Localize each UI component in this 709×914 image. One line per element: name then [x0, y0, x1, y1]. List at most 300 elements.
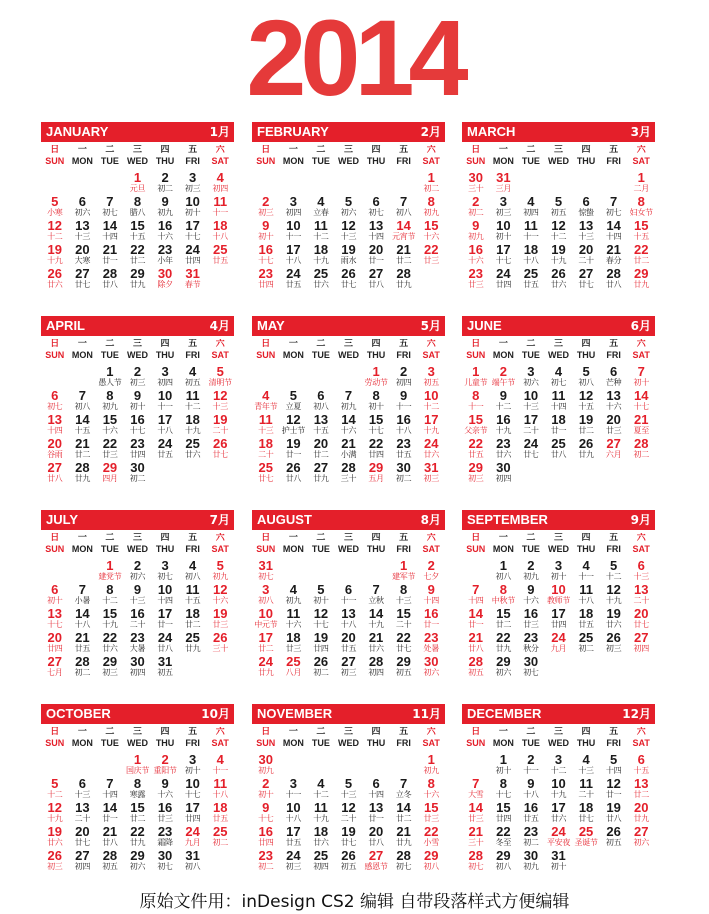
day-cell[interactable]	[627, 219, 655, 243]
day-cell[interactable]	[627, 365, 655, 389]
day-cell[interactable]	[69, 583, 97, 607]
day-cell[interactable]	[179, 437, 207, 461]
day-cell[interactable]	[417, 825, 445, 849]
day-cell[interactable]	[151, 413, 179, 437]
day-cell[interactable]	[69, 171, 97, 195]
day-cell[interactable]	[362, 607, 390, 631]
day-cell[interactable]	[96, 461, 124, 485]
day-cell[interactable]	[572, 777, 600, 801]
day-cell[interactable]	[307, 825, 335, 849]
day-cell[interactable]	[545, 413, 573, 437]
day-cell[interactable]	[179, 825, 207, 849]
day-cell[interactable]	[517, 195, 545, 219]
day-cell[interactable]	[124, 171, 152, 195]
day-cell[interactable]	[252, 559, 280, 583]
day-cell[interactable]	[490, 195, 518, 219]
day-cell[interactable]	[335, 219, 363, 243]
day-cell[interactable]	[252, 437, 280, 461]
day-cell[interactable]	[41, 849, 69, 873]
day-cell[interactable]	[252, 461, 280, 485]
day-cell[interactable]	[490, 389, 518, 413]
day-cell[interactable]	[517, 655, 545, 679]
day-cell[interactable]	[335, 413, 363, 437]
day-cell[interactable]	[390, 849, 418, 873]
day-cell[interactable]	[490, 171, 518, 195]
day-cell[interactable]	[417, 777, 445, 801]
day-cell[interactable]	[600, 171, 628, 195]
day-cell[interactable]	[96, 559, 124, 583]
day-cell[interactable]	[179, 753, 207, 777]
day-cell[interactable]	[280, 753, 308, 777]
day-cell[interactable]	[179, 655, 207, 679]
day-cell[interactable]	[206, 243, 234, 267]
day-cell[interactable]	[572, 195, 600, 219]
day-cell[interactable]	[362, 631, 390, 655]
day-cell[interactable]	[69, 607, 97, 631]
day-cell[interactable]	[462, 559, 490, 583]
day-cell[interactable]	[206, 607, 234, 631]
day-cell[interactable]	[462, 195, 490, 219]
day-cell[interactable]	[69, 631, 97, 655]
day-cell[interactable]	[124, 243, 152, 267]
day-cell[interactable]	[600, 267, 628, 291]
day-cell[interactable]	[96, 267, 124, 291]
day-cell[interactable]	[41, 437, 69, 461]
day-cell[interactable]	[390, 559, 418, 583]
day-cell[interactable]	[462, 583, 490, 607]
day-cell[interactable]	[390, 437, 418, 461]
day-cell[interactable]	[627, 583, 655, 607]
day-cell[interactable]	[252, 631, 280, 655]
day-cell[interactable]	[517, 607, 545, 631]
day-cell[interactable]	[307, 267, 335, 291]
day-cell[interactable]	[307, 849, 335, 873]
day-cell[interactable]	[124, 849, 152, 873]
day-cell[interactable]	[600, 559, 628, 583]
day-cell[interactable]	[307, 171, 335, 195]
day-cell[interactable]	[307, 631, 335, 655]
day-cell[interactable]	[252, 365, 280, 389]
day-cell[interactable]	[96, 631, 124, 655]
day-cell[interactable]	[124, 631, 152, 655]
day-cell[interactable]	[69, 801, 97, 825]
day-cell[interactable]	[572, 243, 600, 267]
day-cell[interactable]	[206, 801, 234, 825]
day-cell[interactable]	[280, 195, 308, 219]
day-cell[interactable]	[252, 655, 280, 679]
day-cell[interactable]	[280, 583, 308, 607]
day-cell[interactable]	[390, 631, 418, 655]
day-cell[interactable]	[462, 631, 490, 655]
day-cell[interactable]	[206, 171, 234, 195]
day-cell[interactable]	[490, 849, 518, 873]
day-cell[interactable]	[69, 389, 97, 413]
day-cell[interactable]	[96, 801, 124, 825]
day-cell[interactable]	[390, 219, 418, 243]
day-cell[interactable]	[490, 461, 518, 485]
day-cell[interactable]	[627, 267, 655, 291]
day-cell[interactable]	[545, 825, 573, 849]
day-cell[interactable]	[390, 655, 418, 679]
day-cell[interactable]	[362, 849, 390, 873]
day-cell[interactable]	[517, 801, 545, 825]
day-cell[interactable]	[572, 437, 600, 461]
day-cell[interactable]	[151, 801, 179, 825]
day-cell[interactable]	[96, 389, 124, 413]
day-cell[interactable]	[390, 413, 418, 437]
day-cell[interactable]	[206, 655, 234, 679]
day-cell[interactable]	[517, 365, 545, 389]
day-cell[interactable]	[335, 559, 363, 583]
day-cell[interactable]	[41, 607, 69, 631]
day-cell[interactable]	[600, 655, 628, 679]
day-cell[interactable]	[179, 413, 207, 437]
day-cell[interactable]	[545, 461, 573, 485]
day-cell[interactable]	[545, 777, 573, 801]
day-cell[interactable]	[206, 365, 234, 389]
day-cell[interactable]	[462, 607, 490, 631]
day-cell[interactable]	[517, 219, 545, 243]
day-cell[interactable]	[362, 437, 390, 461]
day-cell[interactable]	[490, 631, 518, 655]
day-cell[interactable]	[572, 267, 600, 291]
day-cell[interactable]	[462, 365, 490, 389]
day-cell[interactable]	[179, 267, 207, 291]
day-cell[interactable]	[69, 753, 97, 777]
day-cell[interactable]	[96, 583, 124, 607]
day-cell[interactable]	[417, 607, 445, 631]
day-cell[interactable]	[41, 825, 69, 849]
day-cell[interactable]	[335, 389, 363, 413]
day-cell[interactable]	[69, 195, 97, 219]
day-cell[interactable]	[280, 559, 308, 583]
day-cell[interactable]	[545, 655, 573, 679]
day-cell[interactable]	[307, 559, 335, 583]
day-cell[interactable]	[490, 413, 518, 437]
day-cell[interactable]	[280, 365, 308, 389]
day-cell[interactable]	[96, 171, 124, 195]
day-cell[interactable]	[517, 631, 545, 655]
day-cell[interactable]	[417, 219, 445, 243]
day-cell[interactable]	[545, 559, 573, 583]
day-cell[interactable]	[462, 461, 490, 485]
day-cell[interactable]	[96, 655, 124, 679]
day-cell[interactable]	[307, 655, 335, 679]
day-cell[interactable]	[280, 461, 308, 485]
day-cell[interactable]	[600, 583, 628, 607]
day-cell[interactable]	[417, 655, 445, 679]
day-cell[interactable]	[390, 607, 418, 631]
day-cell[interactable]	[362, 171, 390, 195]
day-cell[interactable]	[41, 559, 69, 583]
day-cell[interactable]	[41, 583, 69, 607]
day-cell[interactable]	[151, 655, 179, 679]
day-cell[interactable]	[517, 389, 545, 413]
day-cell[interactable]	[417, 631, 445, 655]
day-cell[interactable]	[335, 437, 363, 461]
day-cell[interactable]	[627, 243, 655, 267]
day-cell[interactable]	[362, 243, 390, 267]
day-cell[interactable]	[307, 243, 335, 267]
day-cell[interactable]	[206, 389, 234, 413]
day-cell[interactable]	[179, 389, 207, 413]
day-cell[interactable]	[417, 365, 445, 389]
day-cell[interactable]	[179, 195, 207, 219]
day-cell[interactable]	[627, 171, 655, 195]
day-cell[interactable]	[362, 753, 390, 777]
day-cell[interactable]	[517, 777, 545, 801]
day-cell[interactable]	[627, 631, 655, 655]
day-cell[interactable]	[41, 461, 69, 485]
day-cell[interactable]	[600, 631, 628, 655]
day-cell[interactable]	[280, 437, 308, 461]
day-cell[interactable]	[206, 849, 234, 873]
day-cell[interactable]	[96, 607, 124, 631]
day-cell[interactable]	[600, 607, 628, 631]
day-cell[interactable]	[179, 631, 207, 655]
day-cell[interactable]	[206, 413, 234, 437]
day-cell[interactable]	[462, 267, 490, 291]
day-cell[interactable]	[517, 243, 545, 267]
day-cell[interactable]	[627, 437, 655, 461]
day-cell[interactable]	[307, 753, 335, 777]
day-cell[interactable]	[252, 583, 280, 607]
day-cell[interactable]	[280, 849, 308, 873]
day-cell[interactable]	[69, 825, 97, 849]
day-cell[interactable]	[41, 801, 69, 825]
day-cell[interactable]	[280, 825, 308, 849]
day-cell[interactable]	[490, 607, 518, 631]
day-cell[interactable]	[335, 583, 363, 607]
day-cell[interactable]	[417, 413, 445, 437]
day-cell[interactable]	[96, 219, 124, 243]
day-cell[interactable]	[69, 365, 97, 389]
day-cell[interactable]	[627, 655, 655, 679]
day-cell[interactable]	[151, 559, 179, 583]
day-cell[interactable]	[490, 583, 518, 607]
day-cell[interactable]	[206, 461, 234, 485]
day-cell[interactable]	[280, 171, 308, 195]
day-cell[interactable]	[362, 777, 390, 801]
day-cell[interactable]	[307, 801, 335, 825]
day-cell[interactable]	[517, 437, 545, 461]
day-cell[interactable]	[627, 753, 655, 777]
day-cell[interactable]	[280, 219, 308, 243]
day-cell[interactable]	[490, 777, 518, 801]
day-cell[interactable]	[417, 583, 445, 607]
day-cell[interactable]	[462, 777, 490, 801]
day-cell[interactable]	[545, 219, 573, 243]
day-cell[interactable]	[252, 801, 280, 825]
day-cell[interactable]	[362, 219, 390, 243]
day-cell[interactable]	[417, 171, 445, 195]
day-cell[interactable]	[600, 243, 628, 267]
day-cell[interactable]	[151, 753, 179, 777]
day-cell[interactable]	[179, 849, 207, 873]
day-cell[interactable]	[179, 243, 207, 267]
day-cell[interactable]	[307, 365, 335, 389]
day-cell[interactable]	[600, 413, 628, 437]
day-cell[interactable]	[280, 801, 308, 825]
day-cell[interactable]	[627, 849, 655, 873]
day-cell[interactable]	[335, 607, 363, 631]
day-cell[interactable]	[307, 413, 335, 437]
day-cell[interactable]	[179, 583, 207, 607]
day-cell[interactable]	[462, 171, 490, 195]
day-cell[interactable]	[179, 461, 207, 485]
day-cell[interactable]	[490, 655, 518, 679]
day-cell[interactable]	[69, 849, 97, 873]
day-cell[interactable]	[206, 195, 234, 219]
day-cell[interactable]	[151, 171, 179, 195]
day-cell[interactable]	[335, 777, 363, 801]
day-cell[interactable]	[490, 825, 518, 849]
day-cell[interactable]	[490, 243, 518, 267]
day-cell[interactable]	[335, 655, 363, 679]
day-cell[interactable]	[124, 777, 152, 801]
day-cell[interactable]	[572, 753, 600, 777]
day-cell[interactable]	[362, 461, 390, 485]
day-cell[interactable]	[280, 267, 308, 291]
day-cell[interactable]	[462, 243, 490, 267]
day-cell[interactable]	[179, 801, 207, 825]
day-cell[interactable]	[124, 389, 152, 413]
day-cell[interactable]	[69, 655, 97, 679]
day-cell[interactable]	[96, 753, 124, 777]
day-cell[interactable]	[462, 825, 490, 849]
day-cell[interactable]	[280, 777, 308, 801]
day-cell[interactable]	[490, 559, 518, 583]
day-cell[interactable]	[545, 243, 573, 267]
day-cell[interactable]	[600, 825, 628, 849]
day-cell[interactable]	[545, 389, 573, 413]
day-cell[interactable]	[545, 437, 573, 461]
day-cell[interactable]	[206, 753, 234, 777]
day-cell[interactable]	[600, 195, 628, 219]
day-cell[interactable]	[600, 753, 628, 777]
day-cell[interactable]	[252, 267, 280, 291]
day-cell[interactable]	[124, 801, 152, 825]
day-cell[interactable]	[390, 461, 418, 485]
day-cell[interactable]	[545, 801, 573, 825]
day-cell[interactable]	[151, 607, 179, 631]
day-cell[interactable]	[335, 267, 363, 291]
day-cell[interactable]	[41, 195, 69, 219]
day-cell[interactable]	[545, 195, 573, 219]
day-cell[interactable]	[151, 389, 179, 413]
day-cell[interactable]	[390, 365, 418, 389]
day-cell[interactable]	[252, 607, 280, 631]
day-cell[interactable]	[390, 753, 418, 777]
day-cell[interactable]	[417, 195, 445, 219]
day-cell[interactable]	[124, 825, 152, 849]
day-cell[interactable]	[124, 437, 152, 461]
day-cell[interactable]	[417, 267, 445, 291]
day-cell[interactable]	[179, 607, 207, 631]
day-cell[interactable]	[151, 849, 179, 873]
day-cell[interactable]	[179, 777, 207, 801]
day-cell[interactable]	[206, 583, 234, 607]
day-cell[interactable]	[41, 413, 69, 437]
day-cell[interactable]	[572, 825, 600, 849]
day-cell[interactable]	[124, 655, 152, 679]
day-cell[interactable]	[335, 195, 363, 219]
day-cell[interactable]	[600, 801, 628, 825]
day-cell[interactable]	[517, 559, 545, 583]
day-cell[interactable]	[151, 437, 179, 461]
day-cell[interactable]	[307, 219, 335, 243]
day-cell[interactable]	[600, 219, 628, 243]
day-cell[interactable]	[627, 195, 655, 219]
day-cell[interactable]	[69, 461, 97, 485]
day-cell[interactable]	[627, 413, 655, 437]
day-cell[interactable]	[69, 437, 97, 461]
day-cell[interactable]	[124, 753, 152, 777]
day-cell[interactable]	[362, 825, 390, 849]
day-cell[interactable]	[417, 389, 445, 413]
day-cell[interactable]	[41, 365, 69, 389]
day-cell[interactable]	[124, 267, 152, 291]
day-cell[interactable]	[545, 267, 573, 291]
day-cell[interactable]	[307, 583, 335, 607]
day-cell[interactable]	[41, 171, 69, 195]
day-cell[interactable]	[151, 461, 179, 485]
day-cell[interactable]	[572, 559, 600, 583]
day-cell[interactable]	[462, 801, 490, 825]
day-cell[interactable]	[41, 219, 69, 243]
day-cell[interactable]	[206, 825, 234, 849]
day-cell[interactable]	[517, 825, 545, 849]
day-cell[interactable]	[390, 195, 418, 219]
day-cell[interactable]	[96, 243, 124, 267]
day-cell[interactable]	[206, 267, 234, 291]
day-cell[interactable]	[572, 413, 600, 437]
day-cell[interactable]	[252, 219, 280, 243]
day-cell[interactable]	[490, 437, 518, 461]
day-cell[interactable]	[124, 607, 152, 631]
day-cell[interactable]	[362, 365, 390, 389]
day-cell[interactable]	[96, 413, 124, 437]
day-cell[interactable]	[151, 365, 179, 389]
day-cell[interactable]	[252, 195, 280, 219]
day-cell[interactable]	[335, 243, 363, 267]
day-cell[interactable]	[545, 607, 573, 631]
day-cell[interactable]	[572, 365, 600, 389]
day-cell[interactable]	[627, 559, 655, 583]
day-cell[interactable]	[545, 171, 573, 195]
day-cell[interactable]	[627, 461, 655, 485]
day-cell[interactable]	[252, 243, 280, 267]
day-cell[interactable]	[179, 559, 207, 583]
day-cell[interactable]	[69, 219, 97, 243]
day-cell[interactable]	[390, 825, 418, 849]
day-cell[interactable]	[151, 631, 179, 655]
day-cell[interactable]	[462, 753, 490, 777]
day-cell[interactable]	[69, 559, 97, 583]
day-cell[interactable]	[41, 389, 69, 413]
day-cell[interactable]	[335, 849, 363, 873]
day-cell[interactable]	[69, 413, 97, 437]
day-cell[interactable]	[600, 777, 628, 801]
day-cell[interactable]	[390, 777, 418, 801]
day-cell[interactable]	[151, 219, 179, 243]
day-cell[interactable]	[206, 631, 234, 655]
day-cell[interactable]	[41, 655, 69, 679]
day-cell[interactable]	[490, 801, 518, 825]
day-cell[interactable]	[96, 849, 124, 873]
day-cell[interactable]	[124, 583, 152, 607]
day-cell[interactable]	[179, 171, 207, 195]
